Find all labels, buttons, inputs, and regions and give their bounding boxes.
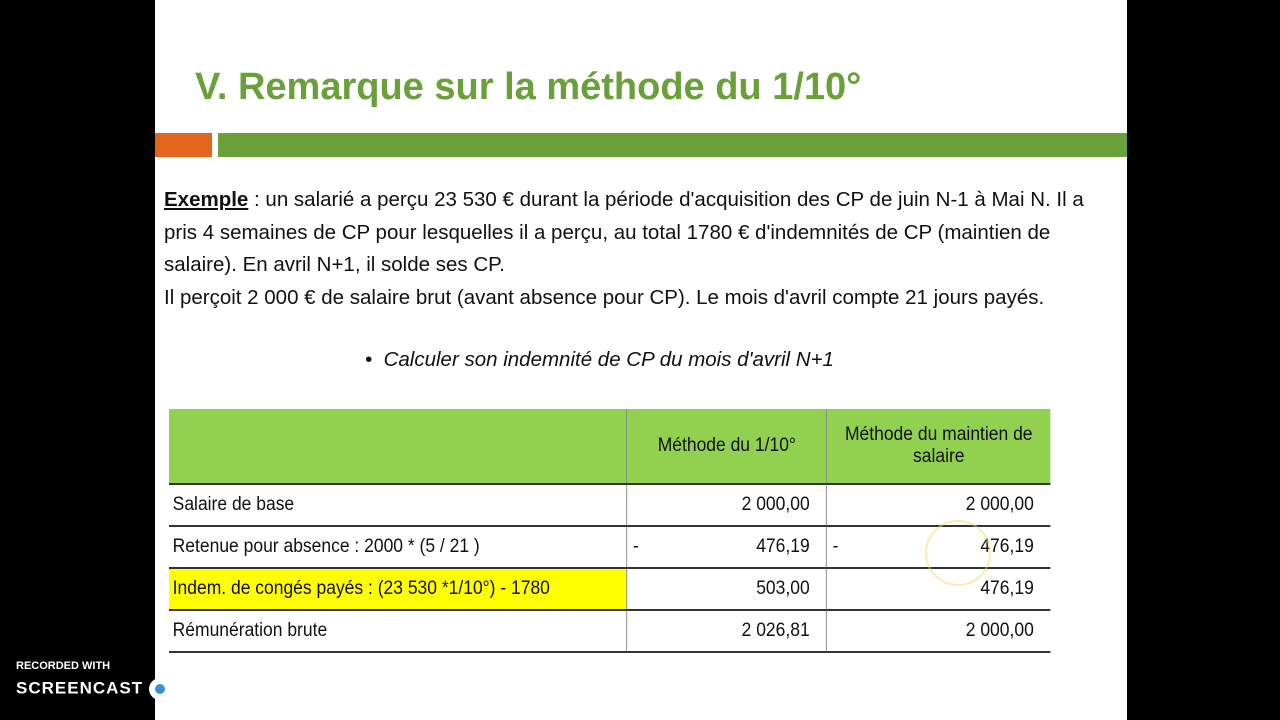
example-label: Exemple <box>164 188 249 211</box>
watermark-line1: RECORDED WITH <box>16 660 111 672</box>
table-row <box>169 610 1050 652</box>
minus-sign: - <box>832 536 839 557</box>
header-empty <box>169 409 627 484</box>
table-row <box>169 568 1050 610</box>
value-method-1-10 <box>627 484 827 526</box>
watermark-line3: MATIC <box>176 678 235 698</box>
example-text <box>164 184 1119 314</box>
value-method-maintien <box>827 484 1051 526</box>
header-method-1-10: Méthode du 1/10° <box>627 409 827 484</box>
value: 2 000,00 <box>965 494 1034 515</box>
value: 476,19 <box>980 578 1034 599</box>
cursor-highlight <box>925 520 991 586</box>
accent-bar-orange <box>155 133 212 157</box>
bullet-question: • Calculer son indemnité de CP du mois d'avril N+1 <box>365 348 834 371</box>
row-label: Indem. de congés payés : (23 530 *1/10°) - 1780 <box>169 568 627 610</box>
value-method-1-10 <box>627 568 827 610</box>
slide <box>155 0 1127 720</box>
slide-title: V. Remarque sur la méthode du 1/10° <box>195 66 862 108</box>
accent-bar-green <box>218 133 1127 157</box>
table-row <box>169 484 1050 526</box>
row-label: Rémunération brute <box>169 610 627 652</box>
screencast-watermark <box>16 660 234 700</box>
row-label: Retenue pour absence : 2000 * (5 / 21 ) <box>169 526 627 568</box>
value-method-1-10 <box>627 610 827 652</box>
minus-sign: - <box>632 536 639 557</box>
watermark-line2: SCREENCAST <box>16 678 144 698</box>
bullet-text: Calculer son indemnité de CP du mois d'avril N+1 <box>383 348 834 371</box>
value: 476,19 <box>756 536 810 557</box>
value: 476,19 <box>980 536 1034 557</box>
table-row <box>169 526 1050 568</box>
value-method-maintien <box>827 610 1051 652</box>
value: 2 000,00 <box>965 620 1034 641</box>
example-body-2: Il perçoit 2 000 € de salaire brut (avant absence pour CP). Le mois d'avril compte 21 jours payés. <box>164 285 1045 309</box>
example-body: : un salarié a perçu 23 530 € durant la période d'acquisition des CP de juin N-1 à Mai N. Il a pris 4 semaines de CP pour lesquelles il a perçu, au total 1780 € d'indemnités de CP (maintien de salaire). En avril N+1, il solde ses CP. <box>164 188 1084 276</box>
value-method-1-10 <box>627 526 827 568</box>
row-label: Salaire de base <box>169 484 627 526</box>
screencast-logo-icon <box>149 678 171 700</box>
table-header-row <box>169 409 1050 484</box>
value: 2 000,00 <box>741 494 810 515</box>
comparison-table <box>169 409 1050 653</box>
header-method-maintien: Méthode du maintien de salaire <box>827 409 1051 484</box>
value: 2 026,81 <box>741 620 810 641</box>
value: 503,00 <box>756 578 810 599</box>
